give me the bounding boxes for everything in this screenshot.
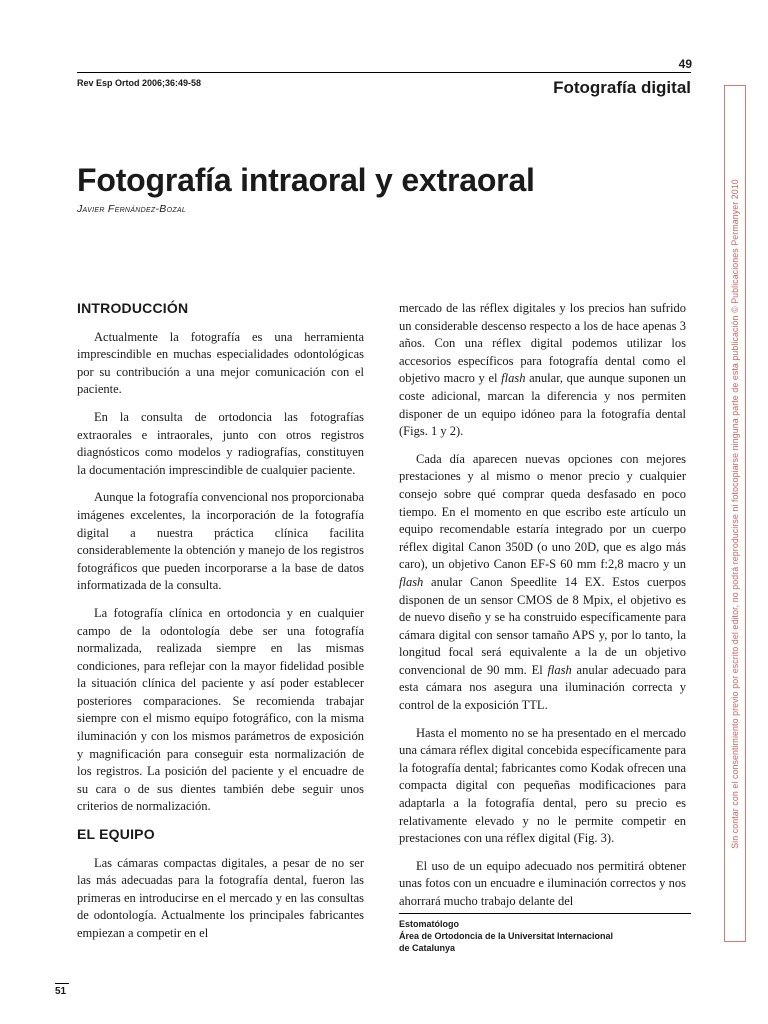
affiliation-rule — [399, 913, 691, 914]
journal-reference: Rev Esp Ortod 2006;36:49-58 — [77, 78, 202, 88]
affiliation-line: Estomatólogo — [399, 919, 459, 929]
page-number-bottom: 51 — [55, 986, 67, 997]
paragraph: En la consulta de ortodoncia las fotografías extraorales e intraorales, junto con otros registros diagnósticos como modelos y radiografías, constituyen la documentación imprescindible de cualquier paciente. — [77, 409, 364, 477]
paragraph: La fotografía clínica en ortodoncia y en cualquier campo de la odontología debe ser una fotografía normalizada, realizada siempre en las mismas condiciones, para reflejar con la mayor fidelidad posible la situación clínica del paciente y así poder establecer posteriores comparaciones. Se recomienda trabajar siempre con el mismo equipo fotográfico, con la misma iluminación y con los mismos parámetros de exposición y magnificación para conseguir esta normalización de los registros. La posición del paciente y el encuadre de su cara o de sus dientes también debe seguir unos criterios de normalización. — [77, 605, 364, 814]
paragraph: mercado de las réflex digitales y los precios han sufrido un considerable descenso respecto a los de hace apenas 3 años. Con una réflex digital podemos utilizar los accesorios específicos para fotografía dental como el objetivo macro y el flash anular, que aunque suponen un coste adicional, marcan la diferencia y nos permiten disponer de un equipo idóneo para la fotografía dental (Figs. 1 y 2). — [399, 301, 686, 439]
emphasis-flash: flash — [399, 574, 424, 589]
paragraph: Las cámaras compactas digitales, a pesar de no ser las más adecuadas para la fotografía dental, fueron las primeras en introducirse en el mercado y en las consultas de odontología. Actualmente los principales fabricantes empiezan a competir en el — [77, 855, 364, 940]
paragraph: Aunque la fotografía convencional nos proporcionaba imágenes excelentes, la incorporación de la fotografía digital a nuestra práctica clínica facilita considerablemente la obtención y manejo de los registros fotográficos que pueden incorporarse a la base de datos informatizada de la consulta. — [77, 490, 364, 593]
emphasis-flash: flash — [501, 371, 526, 386]
affiliation-line: Área de Ortodoncia de la Universitat Internacional — [399, 931, 614, 941]
page-number-top: 49 — [678, 57, 692, 71]
heading-el-equipo: EL EQUIPO — [77, 826, 155, 843]
paragraph: Actualmente la fotografía es una herramienta imprescindible en muchas especialidades odontológicas por su contribución a una mejor comunicación con el paciente. — [77, 329, 364, 397]
paragraph: El uso de un equipo adecuado nos permitirá obtener unas fotos con un encuadre e iluminación correctos y nos ahorrará mucho trabajo delante del — [399, 858, 686, 908]
article-title: Fotografía intraoral y extraoral — [77, 162, 535, 198]
left-column — [77, 300, 364, 953]
footer-rule — [55, 983, 69, 984]
article-author: Javier Fernández-Bozal — [77, 203, 187, 215]
header-rule — [77, 72, 691, 73]
paragraph: Cada día aparecen nuevas opciones con mejores prestaciones y al mismo o menor precio y cualquier consejo sobre qué comprar queda desfasado en poco tiempo. En el momento en que escribo este artículo un equipo recomendable estaría integrado por un cuerpo réflex digital Canon 350D (o uno 20D, que es algo más caro), un objetivo Canon EF-S 60 mm f:2,8 macro y un flash anular Canon Speedlite 14 EX. Estos cuerpos disponen de un sensor CMOS de 8 Mpix, el objetivo es de nuevo diseño y se ha construido específicamente para cámara digital con sensor tamaño APS y, por lo tanto, la longitud focal será equivalente a la de un objetivo convencional de 90 mm. El flash anular adecuado para esta cámara nos asegura una iluminación correcta y control de la exposición TTL. — [399, 451, 686, 713]
author-affiliation — [399, 918, 613, 954]
affiliation-line: de Catalunya — [399, 943, 456, 953]
copyright-notice: Sin contar con el consentimiento previo por escrito del editor, no podrá reproducirse ni fotocopiarse ninguna parte de esta publicación © Publicaciones Permanyer 2010 — [730, 178, 740, 849]
right-column — [399, 300, 686, 921]
section-label: Fotografía digital — [553, 78, 691, 97]
copyright-notice-box — [724, 85, 746, 942]
emphasis-flash: flash — [547, 662, 572, 677]
paragraph: Hasta el momento no se ha presentado en el mercado una cámara réflex digital concebida específicamente para la fotografía dental; fabricantes como Kodak ofrecen una compacta digital con pequeñas modificaciones para adaptarla a la fotografía dental, pero su precio es relativamente elevado y no le permite competir en prestaciones con una réflex digital (Fig. 3). — [399, 725, 686, 846]
heading-introduccion: INTRODUCCIÓN — [77, 300, 189, 316]
